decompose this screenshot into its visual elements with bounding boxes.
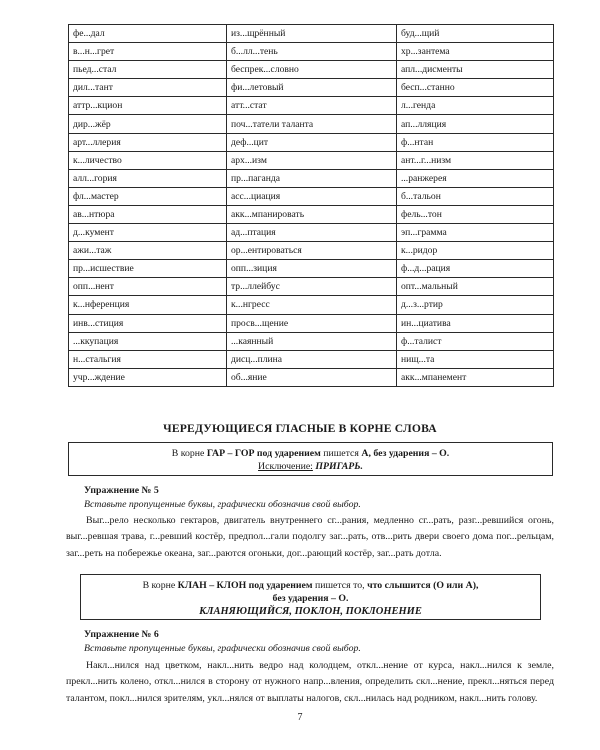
table-cell: атт...стат [227, 97, 397, 115]
rule-line-1 [69, 447, 552, 460]
table-cell: д...з...ртир [397, 296, 554, 314]
rule2-stressed: под ударением [248, 580, 313, 591]
table-row [69, 224, 554, 242]
table-row [69, 314, 554, 332]
rule-roots: ГАР – ГОР [206, 448, 255, 459]
rule2-unstressed: без ударения – О. [272, 593, 349, 604]
rule2-roots: КЛАН – КЛОН [177, 580, 247, 591]
table-cell: арт...ллерия [69, 133, 227, 151]
table-row [69, 79, 554, 97]
rule-line-2 [69, 460, 552, 473]
table-cell: ор...ентироваться [227, 242, 397, 260]
exercise-5-title: Упражнение № 5 [84, 485, 159, 496]
table-cell: пр...паганда [227, 169, 397, 187]
table-cell: акк...мпанемент [397, 368, 554, 386]
exercise-6-text [66, 658, 554, 707]
table-cell: ф...нтан [397, 133, 554, 151]
section-title: ЧЕРЕДУЮЩИЕСЯ ГЛАСНЫЕ В КОРНЕ СЛОВА [163, 422, 437, 435]
table-cell: инв...стиция [69, 314, 227, 332]
table-cell: ...каянный [227, 332, 397, 350]
exercise-5-text [66, 513, 554, 562]
exercise-6-instruction: Вставьте пропущенные буквы, графически обозначив свой выбор. [84, 643, 361, 654]
table-cell: опт...мальный [397, 278, 554, 296]
table-row [69, 25, 554, 43]
table-row [69, 187, 554, 205]
table-cell: беспрек...словно [227, 61, 397, 79]
rule2-line-2 [81, 592, 540, 605]
table-cell: фе...дал [69, 25, 227, 43]
table-row [69, 115, 554, 133]
table-row [69, 97, 554, 115]
table-cell: ...ккупация [69, 332, 227, 350]
table-cell: хр...зантема [397, 43, 554, 61]
table-cell: к...ридор [397, 242, 554, 260]
table-cell: акк...мпанировать [227, 205, 397, 223]
table-cell: б...лл...тень [227, 43, 397, 61]
table-cell: аттр...кцион [69, 97, 227, 115]
table-cell: пр...исшествие [69, 260, 227, 278]
table-cell: фл...мастер [69, 187, 227, 205]
table-row [69, 133, 554, 151]
table-row [69, 151, 554, 169]
exercise-6-paragraph: Накл...нился над цветком, накл...нить ведро над колодцем, откл...нение от курса, накл...нился к земле, прекл...нить колено, откл...нился в сторону от нужного напр...вления, определить скл...нение, прекл...няться перед талантом, покл...нился зрителям, укл...нялся от выплаты налогов, скл...нилась над родником, накл...нить голову. [66, 660, 554, 704]
rule-prefix: В корне [171, 448, 205, 459]
table-row [69, 278, 554, 296]
table-cell: просв...щение [227, 314, 397, 332]
table-cell: эп...грамма [397, 224, 554, 242]
rule-letter-a: А [361, 448, 369, 459]
word-table-body [69, 25, 554, 387]
table-cell: б...тальон [397, 187, 554, 205]
table-cell: к...нгресс [227, 296, 397, 314]
table-cell: тр...ллейбус [227, 278, 397, 296]
rule-stressed: под ударением [256, 448, 321, 459]
table-cell: поч...татели таланта [227, 115, 397, 133]
page-number: 7 [297, 712, 303, 723]
exercise-5-instruction: Вставьте пропущенные буквы, графически обозначив свой выбор. [84, 499, 361, 510]
table-cell: пьед...стал [69, 61, 227, 79]
table-cell: асс...циация [227, 187, 397, 205]
table-row [69, 205, 554, 223]
table-cell: об...яние [227, 368, 397, 386]
table-cell: опп...нент [69, 278, 227, 296]
table-cell: дисц...плина [227, 350, 397, 368]
exercise-6-title: Упражнение № 6 [84, 629, 159, 640]
rule-unstressed: , без ударения – О. [368, 448, 450, 459]
exception-label: Исключение: [258, 461, 313, 472]
rule2-line-3 [81, 605, 540, 618]
rule2-middle: пишется то, [315, 580, 365, 591]
table-cell: из...щрённый [227, 25, 397, 43]
table-cell: буд...щий [397, 25, 554, 43]
table-row [69, 350, 554, 368]
table-row [69, 43, 554, 61]
table-row [69, 296, 554, 314]
table-cell: апл...дисменты [397, 61, 554, 79]
table-row [69, 61, 554, 79]
table-cell: ф...д...рация [397, 260, 554, 278]
table-cell: нищ...та [397, 350, 554, 368]
rule-box-klan-klon [80, 574, 541, 620]
table-cell: к...нференция [69, 296, 227, 314]
rule-written: пишется [323, 448, 359, 459]
table-row [69, 242, 554, 260]
table-cell: фель...тон [397, 205, 554, 223]
table-cell: алл...гория [69, 169, 227, 187]
table-cell: ажи...таж [69, 242, 227, 260]
table-cell: арх...изм [227, 151, 397, 169]
table-cell: к...личество [69, 151, 227, 169]
table-row [69, 169, 554, 187]
table-row [69, 332, 554, 350]
rule2-examples: КЛАНЯЮЩИЙСЯ, ПОКЛОН, ПОКЛОНЕНИЕ [199, 606, 422, 617]
rule2-line-1 [81, 579, 540, 592]
word-table [68, 24, 554, 387]
table-cell: ин...циатива [397, 314, 554, 332]
exercise-5-paragraph: Выг...рело несколько гектаров, двигатель внутреннего сг...рания, медленно сг...рать, разг...ревшийся огонь, выг...ревшая трава, г...ревший костёр, предпол...гали подолгу заг...рать, отв...рить двери своего дома пог...рельцам, заг...реть на побережье океана, заг...раются огоньки, дог...рающий костёр, заг...рать дотла. [66, 515, 554, 559]
table-cell: дил...тант [69, 79, 227, 97]
table-row [69, 260, 554, 278]
rule-box-gar-gor [68, 442, 553, 476]
table-cell: ад...птация [227, 224, 397, 242]
rule2-heard: что слышится (О или А), [367, 580, 479, 591]
table-cell: ант...г...низм [397, 151, 554, 169]
table-cell: бесп...станно [397, 79, 554, 97]
table-cell: ...ранжерея [397, 169, 554, 187]
exception-word: ПРИГАРЬ. [315, 461, 363, 472]
table-row [69, 368, 554, 386]
table-cell: л...генда [397, 97, 554, 115]
table-cell: ап...лляция [397, 115, 554, 133]
table-cell: дир...жёр [69, 115, 227, 133]
table-cell: учр...ждение [69, 368, 227, 386]
table-cell: ав...нтюра [69, 205, 227, 223]
table-cell: н...стальгия [69, 350, 227, 368]
table-cell: в...н...грет [69, 43, 227, 61]
table-cell: деф...цит [227, 133, 397, 151]
rule2-prefix: В корне [142, 580, 176, 591]
table-cell: опп...зиция [227, 260, 397, 278]
table-cell: д...кумент [69, 224, 227, 242]
table-cell: ф...талист [397, 332, 554, 350]
table-cell: фи...летовый [227, 79, 397, 97]
